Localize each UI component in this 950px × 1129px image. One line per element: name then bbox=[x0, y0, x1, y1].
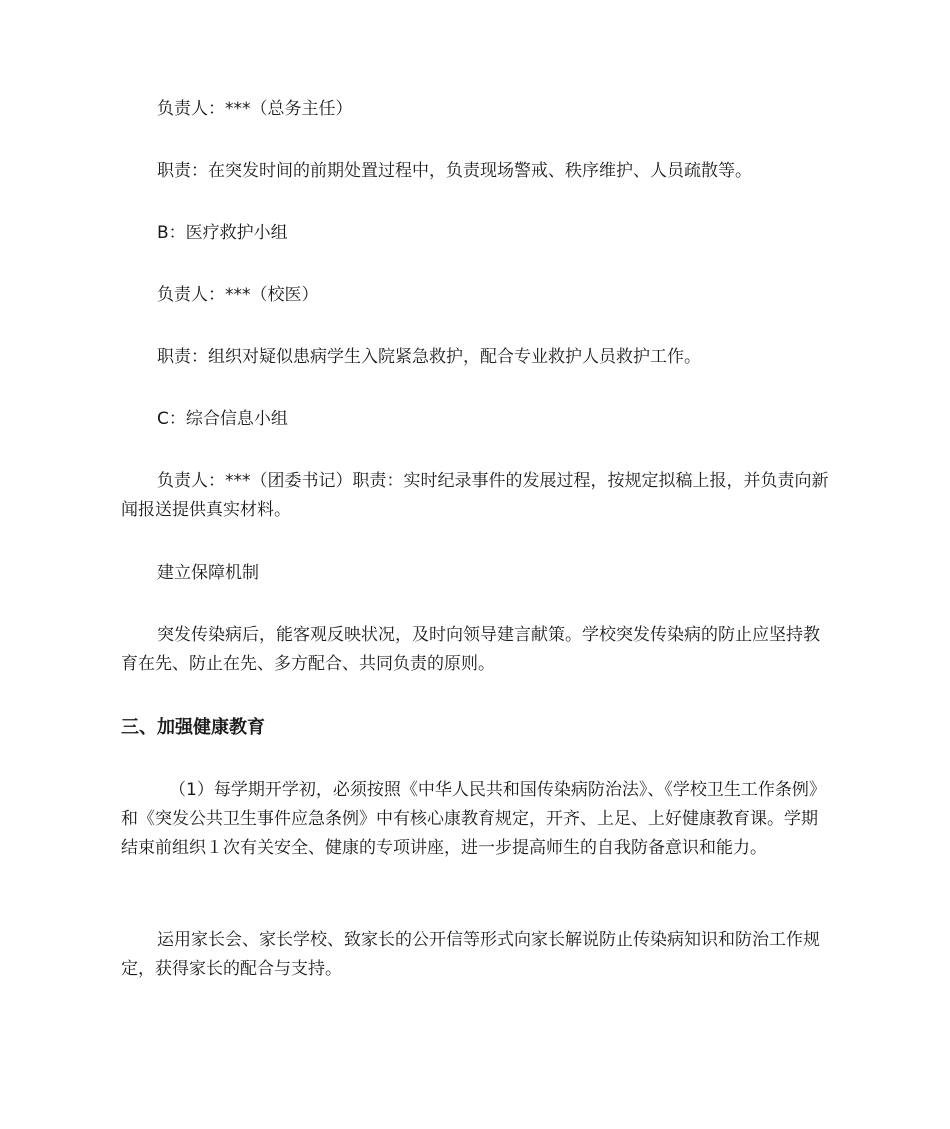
paragraph-mechanism-title: 建立保障机制 bbox=[157, 563, 259, 583]
paragraph-info-group-title: C：综合信息小组 bbox=[157, 409, 288, 429]
paragraph-general-affairs-lead: 负责人：***（总务主任） bbox=[157, 99, 353, 119]
paragraph-education-parents: 运用家长会、家长学校、致家长的公开信等形式向家长解说防止传染病知识和防治工作规定，获得家长的配合与支持。 bbox=[121, 930, 820, 979]
paragraph-general-affairs-duty: 职责：在突发时间的前期处置过程中，负责现场警戒、秩序维护、人员疏散等。 bbox=[157, 161, 752, 181]
paragraph-medical-lead: 负责人：***（校医） bbox=[157, 285, 319, 305]
paragraph-mechanism-body: 突发传染病后，能客观反映状况，及时向领导建言献策。学校突发传染病的防止应坚持教育在先、防止在先、多方配合、共同负责的原则。 bbox=[121, 625, 820, 674]
section-heading: 三、加强健康教育 bbox=[121, 717, 265, 738]
paragraph-info-lead-duty: 负责人：***（团委书记）职责：实时纪录事件的发展过程，按规定拟稿上报，并负责向新闻报送提供真实材料。 bbox=[121, 471, 829, 520]
paragraph-education-item-1: （1）每学期开学初，必须按照《中华人民共和国传染病防治法》、《学校卫生工作条例》和《突发公共卫生事件应急条例》中有核心康教育规定，开齐、上足、上好健康教育课。学期结束前组织１次有关安全、健康的专项讲座，进一步提高师生的自我防备意识和能力。 bbox=[121, 780, 826, 858]
paragraph-medical-group-title: B：医疗救护小组 bbox=[157, 223, 288, 243]
paragraph-medical-duty: 职责：组织对疑似患病学生入院紧急救护，配合专业救护人员救护工作。 bbox=[157, 347, 701, 367]
